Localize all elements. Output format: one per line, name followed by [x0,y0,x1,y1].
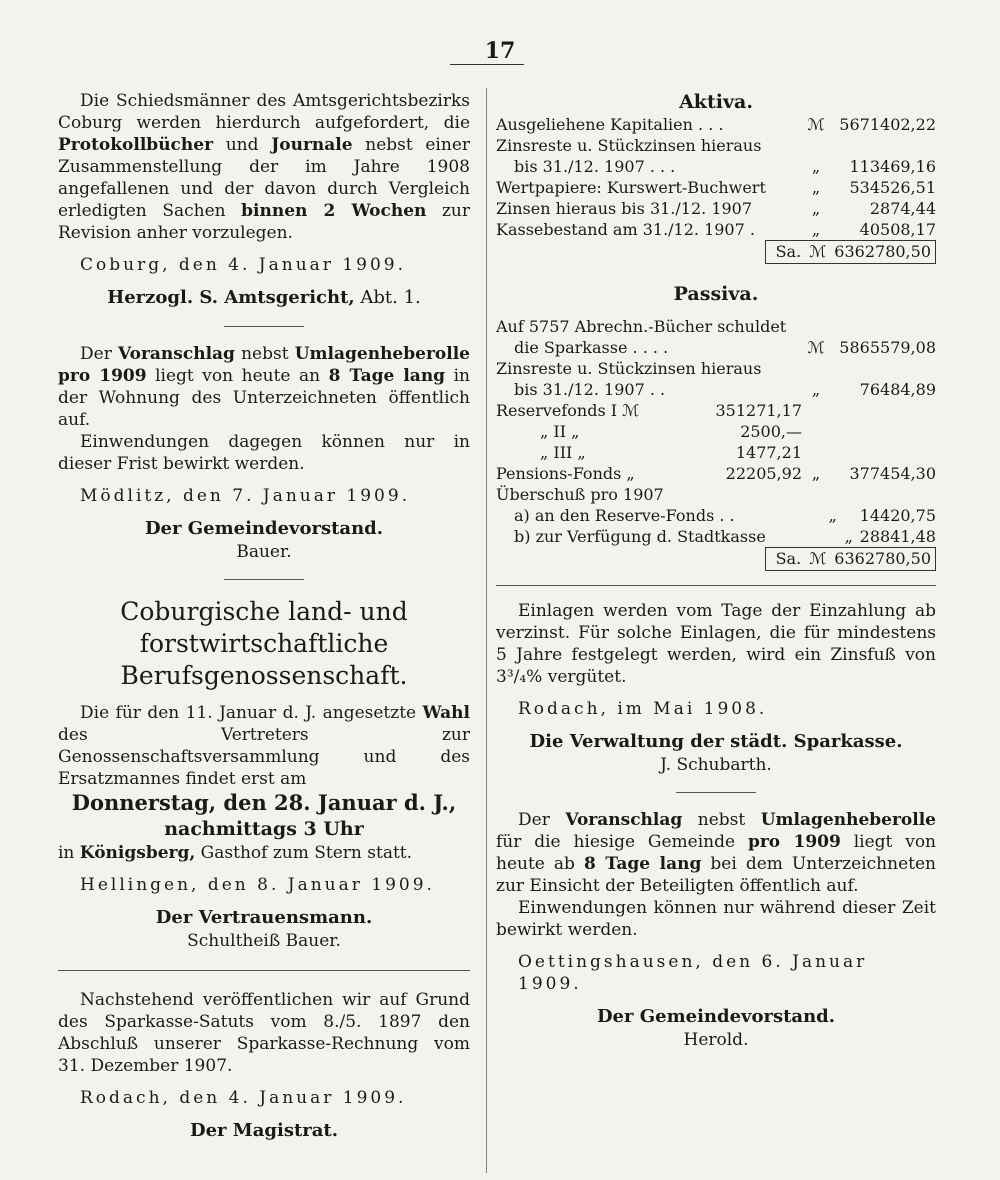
ledger-currency: „ [811,199,821,218]
ledger-amount [830,400,936,421]
ledger-sum-box [765,240,936,264]
ledger-title: Passiva. [673,283,759,305]
ledger-row [496,316,936,337]
ledger-row [496,156,936,177]
ledger-currency [802,400,830,421]
ledger-amount [830,442,936,463]
notice-body [58,90,470,244]
separator [224,326,304,327]
ledger-subamount [761,358,836,379]
notice-signature: Die Verwaltung der städt. Sparkasse. [529,731,903,752]
ledger-label: Zinsen hieraus bis 31./12. 1907 [496,199,753,218]
ledger-amount [868,316,936,337]
ledger-label: Zinsreste u. Stückzinsen hieraus [496,359,762,378]
ledger-label: „ II „ [540,422,580,441]
notice-body [58,702,470,790]
ledger-title: Aktiva. [679,91,753,113]
notice-voranschlag-oettingshausen [496,809,936,1051]
ledger-label: Überschuß pro 1907 [496,485,664,504]
separator [224,579,304,580]
ledger-label: bis 31./12. 1907 . . . [514,157,676,176]
ledger-subamount: 351271,17 [715,401,802,420]
notice-signature: Der Gemeindevorstand. [144,518,384,539]
ledger-subamount [735,505,821,526]
notice-schiedsmaenner [58,90,470,310]
notice-body-2: Einwendungen können nur während dieser Zeit bewirkt werden. [496,898,936,940]
ledger-label: b) zur Verfügung d. Stadtkasse [514,527,766,546]
ledger-row [496,198,936,219]
ledger-currency: ℳ [807,338,825,357]
separator [58,970,470,971]
ledger-currency [802,135,830,156]
ledger-row [496,337,936,358]
ledger-row [496,177,936,198]
notice-signature: Der Magistrat. [190,1120,338,1141]
ledger-label: „ III „ [540,443,586,462]
notice-body: Einlagen werden vom Tage der Einzahlung ab verzinst. Für solche Einlagen, die für mindestens 5 Jahre festgelegt werden, wird ein Zinsfuß von 3³/₄% vergütet. [496,601,936,687]
notice-body [58,343,470,431]
ledger-currency: „ [811,220,821,239]
ledger-currency: „ [811,157,821,176]
ledger-rows [496,316,936,547]
ledger-currency: ℳ [807,115,825,134]
sum-amount: 6362780,50 [834,242,931,261]
bold-text: 8 Tage lang [583,854,702,874]
ledger-rows [496,114,936,240]
notice-date: Oettingshausen, den 6. Januar 1909. [518,952,868,994]
sum-currency: ℳ [809,242,827,261]
ledger-label: Auf 5757 Abrechn.-Bücher schuldet [496,317,787,336]
ledger-currency: „ [811,380,821,399]
ledger-currency [850,316,868,337]
ledger-label: Ausgeliehene Kapitalien . . . [496,115,724,134]
sum-label: Sa. [775,242,802,261]
text: und [213,135,272,155]
notice-signature: Der Vertrauensmann. [155,907,373,928]
ledger-subamount: 1477,21 [735,443,802,462]
notice-name: Herold. [683,1030,749,1050]
bold-text: Voranschlag [565,810,683,830]
notice-headline: forstwirtschaftliche Berufsgenossenschaft. [120,629,408,690]
notice-name: Schultheiß Bauer. [187,931,341,951]
ledger-sum-row [496,240,936,264]
ledger-amount: 2874,44 [869,199,936,218]
ledger-currency [802,421,830,442]
bold-text: pro 1909 [747,832,841,852]
ledger-subamount [786,316,850,337]
text: Der [80,344,118,364]
right-column [496,90,936,1051]
ledger-subamount [702,337,802,358]
notice-date: Mödlitz, den 7. Januar 1909. [80,486,411,506]
signature-text: Herzogl. S. Amtsgericht, [107,287,355,308]
notice-berufsgenossenschaft [58,596,470,952]
column-divider [486,88,487,1173]
ledger-label: a) an den Reserve-Fonds . . [514,506,735,525]
ledger-amount [830,135,936,156]
text: bei dem Unterzeichneten zur Einsicht der Beteiligten öffentlich auf. [496,854,936,896]
ledger-row [496,526,936,547]
ledger-label: Wertpapiere: Kurswert-Buchwert [496,178,766,197]
notice-date: Rodach, im Mai 1908. [518,699,768,719]
ledger-row [496,505,936,526]
signature-suffix: Abt. 1. [354,287,421,308]
ledger-amount: 113469,16 [849,157,936,176]
ledger-amount [857,358,936,379]
page-number-rule [450,64,524,65]
bold-text: Journale [271,135,353,155]
ledger-label: die Sparkasse . . . . [514,338,669,357]
text: des Vertreters zur Genossenschaftsversammlung und des Ersatzmannes findet erst am [58,725,470,789]
ledger-row [496,358,936,379]
ledger-amount: 5865579,08 [839,338,936,357]
notice-voranschlag-moedlitz [58,343,470,563]
bold-text: Voranschlag [117,344,235,364]
text: in [58,843,80,863]
ledger-label: bis 31./12. 1907 . . [514,380,666,399]
bold-text: Wahl [422,703,470,723]
ledger-row [496,135,936,156]
bold-text: 8 Tage lang [328,366,446,386]
separator [676,792,756,793]
ledger-amount: 14420,75 [859,506,936,525]
text: in der Wohnung des Unterzeichneten öffentlich auf. [58,366,470,430]
ledger-row [496,421,936,442]
ledger-subamount: 2500,— [740,422,802,441]
notice-body: Nachstehend veröffentlichen wir auf Grund des Sparkasse-Satuts vom 8./5. 1897 den Abschluß unserer Sparkasse-Rechnung vom 31. Dezember 1907. [58,990,470,1076]
ledger-currency: „ [828,506,837,525]
ledger-aktiva [496,90,936,264]
notice-signature [58,286,470,310]
ledger-label: Reservefonds I ℳ [496,401,640,420]
ledger-subamount [702,379,802,400]
text: liegt von heute ab [496,832,937,874]
notice-name: Bauer. [236,542,292,562]
ledger-sum-box [765,547,936,571]
bold-text: binnen 2 Wochen [241,201,427,221]
sum-amount: 6362780,50 [834,549,931,568]
ledger-amount: 377454,30 [849,464,936,483]
sum-label: Sa. [775,549,802,568]
ledger-amount: 28841,48 [859,527,936,546]
notice-name: J. Schubarth. [660,755,772,775]
ledger-row [496,463,936,484]
ledger-row [496,219,936,240]
text: Die Schiedsmänner des Amtsgerichtsbezirks Coburg werden hierdurch aufgefordert, die [58,91,470,133]
text: Der [518,810,566,830]
text: Gasthof zum Stern statt. [195,843,413,863]
ledger-currency [836,358,857,379]
ledger-subamount [766,526,839,547]
ledger-subamount [702,484,802,505]
notice-headline: Coburgische land- und [120,597,408,626]
ledger-currency: „ [811,464,821,483]
text: zur Revision anher vorzulegen. [58,201,471,243]
notice-sparkasse-intro [58,989,470,1143]
page-number: 17 [484,38,516,64]
text: Die für den 11. Januar d. J. angesetzte [80,703,423,723]
ledger-subamount: 22205,92 [725,464,802,483]
ledger-row [496,400,936,421]
separator [496,585,936,586]
notice-sparkasse-einlagen [496,600,936,776]
ledger-label: Zinsreste u. Stückzinsen hieraus [496,136,762,155]
ledger-amount: 76484,89 [859,380,936,399]
notice-time-highlight: nachmittags 3 Uhr [164,818,364,840]
text: nebst einer Zusammenstellung der im Jahre 1908 angefallenen und der davon durch Vergleich erledigten Sachen [58,135,471,221]
ledger-row [496,442,936,463]
ledger-currency [802,442,830,463]
ledger-row [496,484,936,505]
ledger-currency: „ [844,527,853,546]
notice-body-2: Einwendungen dagegen können nur in dieser Frist bewirkt werden. [58,432,470,474]
ledger-currency: „ [811,178,821,197]
notice-date: Rodach, den 4. Januar 1909. [80,1088,407,1108]
bold-text: Protokollbücher [58,135,214,155]
left-column [58,90,470,1143]
ledger-amount [830,484,936,505]
notice-date: Coburg, den 4. Januar 1909. [80,255,406,275]
ledger-sum-row [496,547,936,571]
ledger-label: Kassebestand am 31./12. 1907 . [496,220,755,239]
ledger-row [496,114,936,135]
ledger-amount: 40508,17 [859,220,936,239]
text: liegt von heute an [146,366,329,386]
ledger-amount: 5671402,22 [839,115,936,134]
text: für die hiesige Gemeinde [496,832,748,852]
notice-signature: Der Gemeindevorstand. [596,1006,836,1027]
bold-text: Umlagenheberolle pro 1909 [58,344,470,386]
notice-date: Hellingen, den 8. Januar 1909. [80,875,435,895]
bold-text: Königsberg, [79,843,196,863]
notice-body-2 [58,842,470,864]
ledger-passiva [496,282,936,571]
text: nebst [234,344,295,364]
ledger-row [496,379,936,400]
ledger-amount: 534526,51 [849,178,936,197]
ledger-label: Pensions-Fonds „ [496,464,635,483]
ledger-currency [802,484,830,505]
notice-body [496,809,936,897]
sum-currency: ℳ [809,549,827,568]
text: nebst [682,810,761,830]
bold-text: Umlagenheberolle [760,810,936,830]
ledger-amount [830,421,936,442]
notice-date-highlight: Donnerstag, den 28. Januar d. J., [71,790,457,815]
